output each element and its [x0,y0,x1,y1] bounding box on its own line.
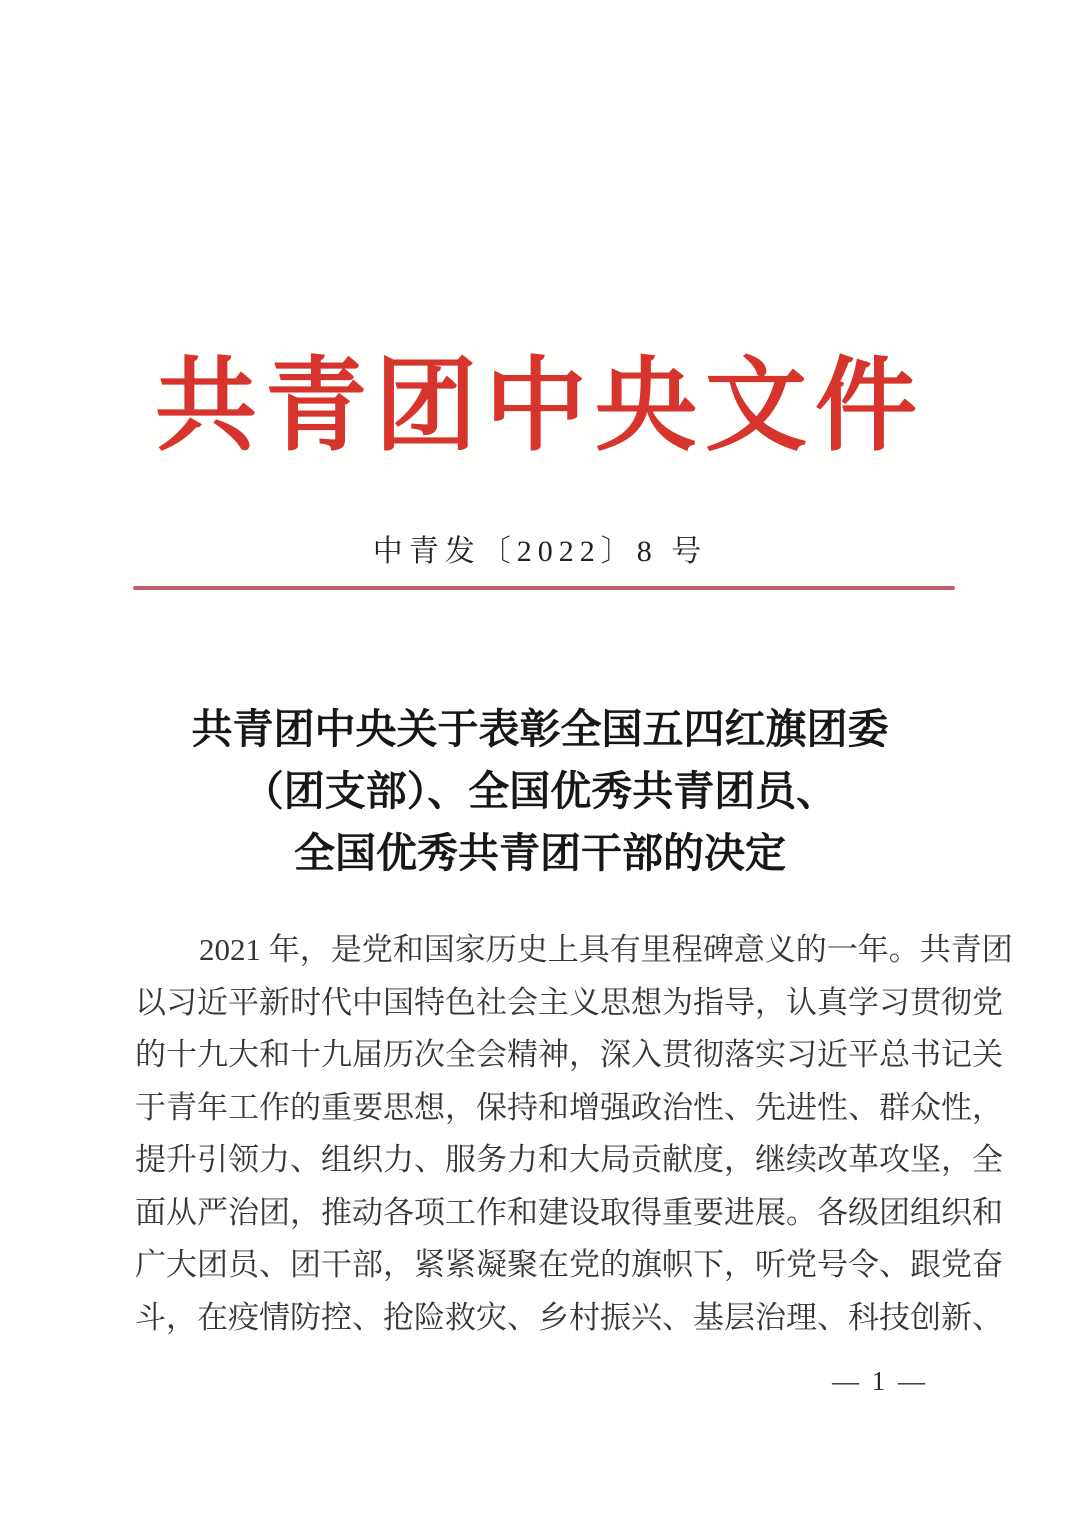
document-title-line-2: （团支部）、全国优秀共青团员、 [242,768,838,814]
body-line-8: 斗，在疫情防控、抢险救灾、乡村振兴、基层治理、科技创新、 [135,1299,1003,1335]
document-body [135,924,1013,1344]
red-divider-line [133,586,955,590]
body-line-7: 广大团员、团干部，紧紧凝聚在党的旗帜下，听党号令、跟党奋 [135,1247,1003,1282]
body-line-3: 的十九大和十九届历次全会精神，深入贯彻落实习近平总书记关 [135,1037,1003,1072]
document-title-line-1: 共青团中央关于表彰全国五四红旗团委 [191,706,889,752]
document-number: 中青发〔2022〕8 号 [372,535,708,568]
body-line-2: 以习近平新时代中国特色社会主义思想为指导，认真学习贯彻党 [135,984,1003,1020]
page-number: — 1 — [832,1366,928,1396]
body-line-6: 面从严治团，推动各项工作和建设取得重要进展。各级团组织和 [135,1194,1003,1230]
body-line-1: 2021 年，是党和国家历史上具有里程碑意义的一年。共青团 [199,932,1013,967]
body-line-5: 提升引领力、组织力、服务力和大局贡献度，继续改革攻坚，全 [135,1142,1003,1177]
document-title [0,698,1080,884]
document-title-line-3: 全国优秀共青团干部的决定 [294,830,786,876]
body-line-4: 于青年工作的重要思想，保持和增强政治性、先进性、群众性， [135,1089,1003,1125]
document-masthead-title: 共青团中央文件 [155,351,925,464]
